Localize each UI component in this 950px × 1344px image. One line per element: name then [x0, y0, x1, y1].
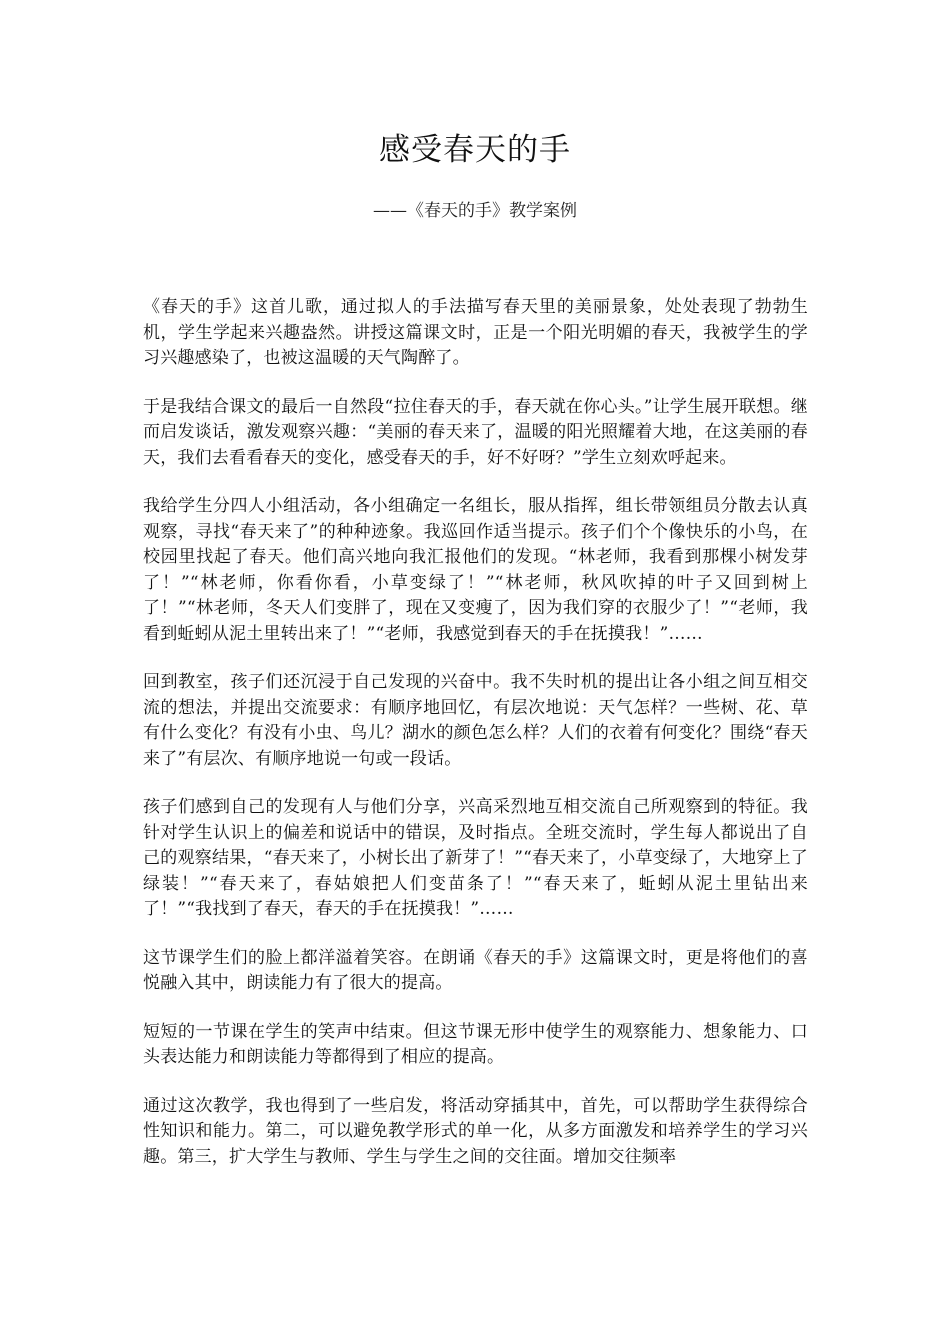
- paragraph-2: 于是我结合课文的最后一自然段“拉住春天的手，春天就在你心头。”让学生展开联想。继而启发谈话，激发观察兴趣：“美丽的春天来了，温暖的阳光照耀着大地，在这美丽的春天，我们去看看春天的变化，感受春天的手，好不好呀？”学生立刻欢呼起来。: [143, 396, 808, 468]
- paragraph-7: 短短的一节课在学生的笑声中结束。但这节课无形中使学生的观察能力、想象能力、口头表达能力和朗读能力等都得到了相应的提高。: [143, 1021, 808, 1067]
- paragraph-4: 回到教室，孩子们还沉浸于自己发现的兴奋中。我不失时机的提出让各小组之间互相交流的想法，并提出交流要求：有顺序地回忆，有层次地说：天气怎样？一些树、花、草有什么变化？有没有小虫、鸟儿？湖水的颜色怎么样？人们的衣着有何变化？围绕“春天来了”有层次、有顺序地说一句或一段话。: [143, 672, 808, 769]
- paragraph-3: 我给学生分四人小组活动，各小组确定一名组长，服从指挥，组长带领组员分散去认真观察，寻找“春天来了”的种种迹象。我巡回作适当提示。孩子们个个像快乐的小鸟，在校园里找起了春天。他们高兴地向我汇报他们的发现。“林老师，我看到那棵小树发芽了！”“林老师，你看你看，小草变绿了！”“林老师，秋风吹掉的叶子又回到树上了！”“林老师，冬天人们变胖了，现在又变瘦了，因为我们穿的衣服少了！”“老师，我看到蚯蚓从泥土里转出来了！”“老师，我感觉到春天的手在抚摸我！”……: [143, 496, 808, 644]
- document-body: [143, 295, 808, 1193]
- document-subtitle: ——《春天的手》教学案例: [373, 201, 577, 221]
- paragraph-8: 通过这次教学，我也得到了一些启发，将活动穿插其中，首先，可以帮助学生获得综合性知识和能力。第二，可以避免教学形式的单一化，从多方面激发和培养学生的学习兴趣。第三，扩大学生与教师、学生与学生之间的交往面。增加交往频率: [143, 1095, 808, 1167]
- paragraph-1: 《春天的手》这首儿歌，通过拟人的手法描写春天里的美丽景象，处处表现了勃勃生机，学生学起来兴趣盎然。讲授这篇课文时，正是一个阳光明媚的春天，我被学生的学习兴趣感染了，也被这温暖的天气陶醉了。: [143, 297, 808, 368]
- paragraph-6: 这节课学生们的脸上都洋溢着笑容。在朗诵《春天的手》这篇课文时，更是将他们的喜悦融入其中，朗读能力有了很大的提高。: [143, 947, 808, 993]
- document-title: 感受春天的手: [379, 132, 571, 168]
- paragraph-5: 孩子们感到自己的发现有人与他们分享，兴高采烈地互相交流自己所观察到的特征。我针对学生认识上的偏差和说话中的错误，及时指点。全班交流时，学生每人都说出了自己的观察结果，“春天来了，小树长出了新芽了！”“春天来了，小草变绿了，大地穿上了绿装！”“春天来了，春姑娘把人们变苗条了！”“春天来了，蚯蚓从泥土里钻出来了！”“我找到了春天，春天的手在抚摸我！”……: [143, 797, 808, 919]
